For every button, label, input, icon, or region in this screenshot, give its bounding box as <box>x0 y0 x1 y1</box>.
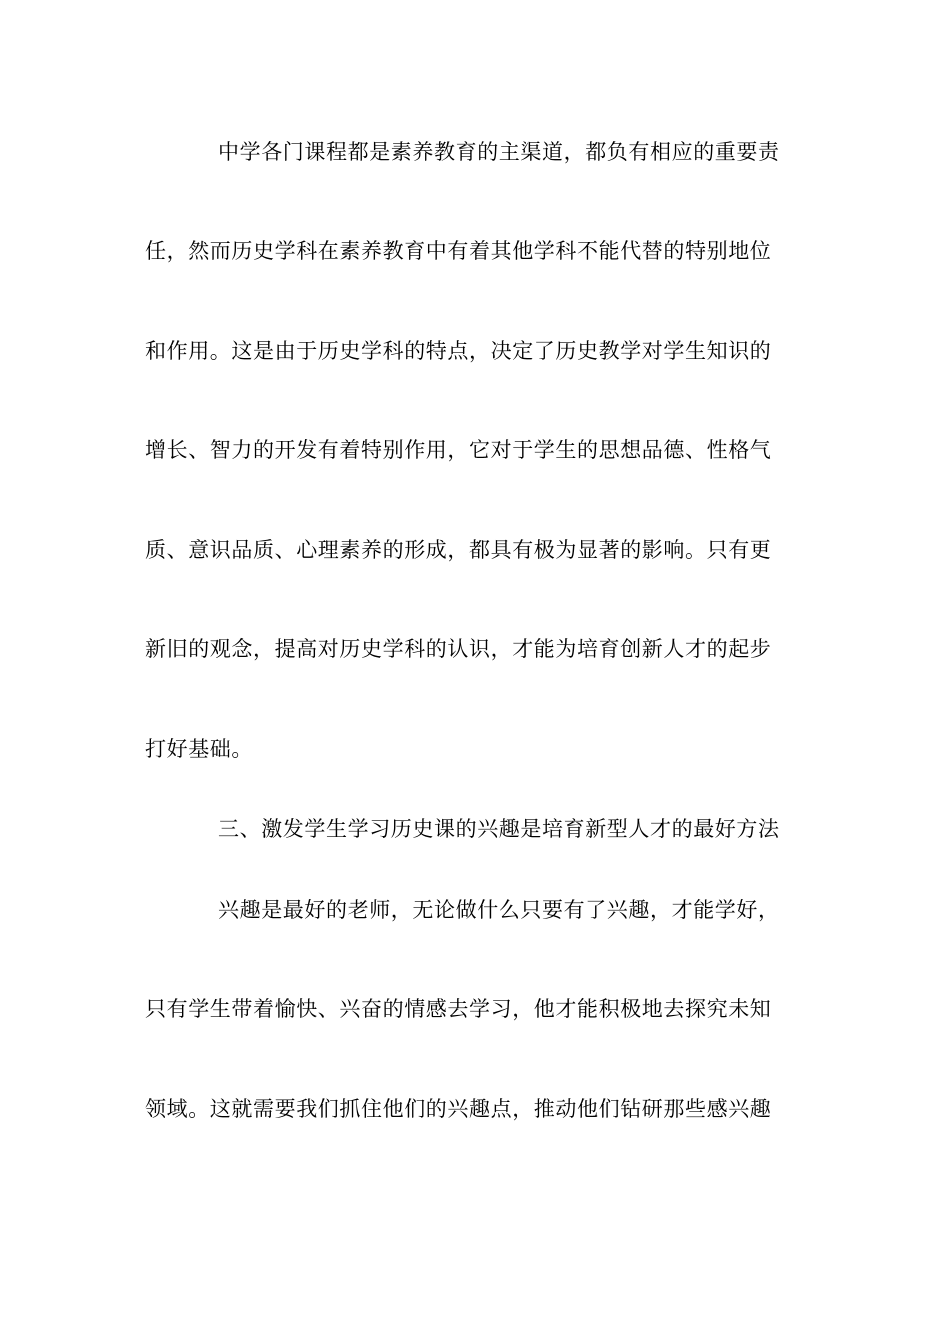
paragraph-line-3: 和作用。这是由于历史学科的特点，决定了历史教学对学生知识的 <box>145 339 772 363</box>
paragraph-line-8: 兴趣是最好的老师，无论做什么只要有了兴趣，才能学好， <box>218 898 780 922</box>
paragraph-line-5: 质、意识品质、心理素养的形成，都具有极为显著的影响。只有更 <box>145 538 772 562</box>
paragraph-line-10: 领域。这就需要我们抓住他们的兴趣点，推动他们钻研那些感兴趣 <box>145 1097 772 1121</box>
paragraph-line-6: 新旧的观念，提高对历史学科的认识，才能为培育创新人才的起步 <box>145 637 772 661</box>
section-heading: 三、激发学生学习历史课的兴趣是培育新型人才的最好方法 <box>218 817 780 841</box>
paragraph-line-2: 任，然而历史学科在素养教育中有着其他学科不能代替的特别地位 <box>145 239 772 263</box>
paragraph-line-9: 只有学生带着愉快、兴奋的情感去学习，他才能积极地去探究未知 <box>145 997 772 1021</box>
paragraph-line-1: 中学各门课程都是素养教育的主渠道，都负有相应的重要责 <box>218 140 780 164</box>
paragraph-line-4: 增长、智力的开发有着特别作用，它对于学生的思想品德、性格气 <box>145 438 772 462</box>
paragraph-line-7: 打好基础。 <box>145 737 253 761</box>
